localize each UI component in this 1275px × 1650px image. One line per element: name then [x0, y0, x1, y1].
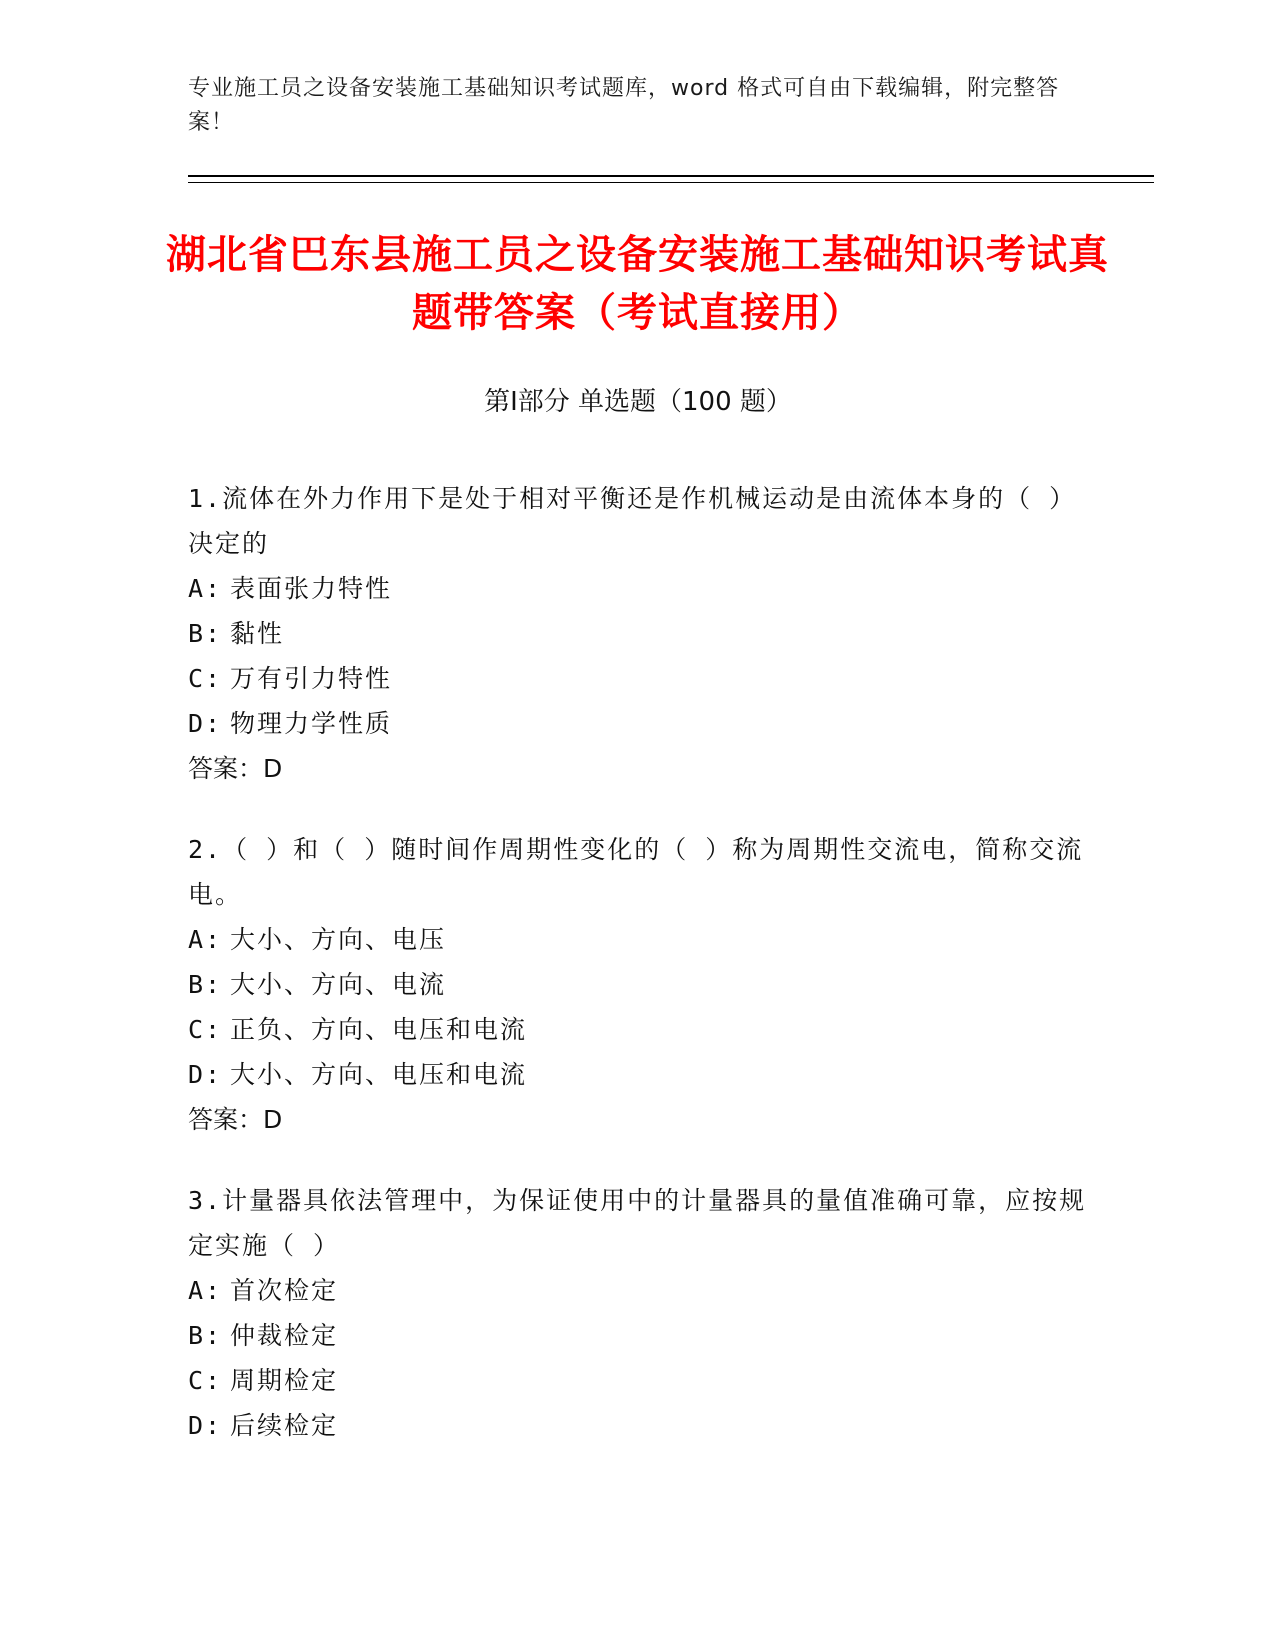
header-note: 专业施工员之设备安装施工基础知识考试题库，word 格式可自由下载编辑，附完整答案！ — [188, 76, 1060, 135]
answer-line: 答案：D — [188, 1105, 283, 1134]
option-letter: A: — [188, 574, 223, 603]
option-letter: D: — [188, 1411, 223, 1440]
option-b — [188, 1313, 1088, 1358]
option-b — [188, 611, 1088, 656]
section-title: 第Ⅰ部分 单选题（100 题） — [484, 387, 792, 417]
option-text: 周期检定 — [230, 1366, 339, 1395]
option-d — [188, 1403, 1088, 1448]
option-text: 仲裁检定 — [230, 1321, 339, 1350]
option-letter: C: — [188, 1366, 223, 1395]
question-1 — [188, 476, 1088, 791]
option-c — [188, 1358, 1088, 1403]
option-text: 黏性 — [230, 619, 285, 648]
option-b — [188, 962, 1088, 1007]
option-a — [188, 566, 1088, 611]
header-divider-thick — [188, 175, 1154, 177]
option-d — [188, 1052, 1088, 1097]
option-letter: D: — [188, 709, 223, 738]
question-3 — [188, 1178, 1088, 1448]
document-title: 湖北省巴东县施工员之设备安装施工基础知识考试真题带答案（考试直接用） — [166, 232, 1109, 336]
option-letter: B: — [188, 1321, 223, 1350]
option-letter: D: — [188, 1060, 223, 1089]
option-text: 后续检定 — [230, 1411, 339, 1440]
option-letter: A: — [188, 1276, 223, 1305]
answer-line: 答案：D — [188, 754, 283, 783]
option-text: 大小、方向、电压和电流 — [230, 1060, 528, 1089]
question-stem: 3.计量器具依法管理中，为保证使用中的计量器具的量值准确可靠，应按规定实施（ ） — [188, 1186, 1087, 1260]
header-divider-thin — [188, 182, 1154, 183]
option-text: 首次检定 — [230, 1276, 339, 1305]
option-letter: C: — [188, 664, 223, 693]
option-text: 物理力学性质 — [230, 709, 393, 738]
option-text: 大小、方向、电流 — [230, 970, 447, 999]
question-list — [188, 476, 1088, 1484]
option-letter: A: — [188, 925, 223, 954]
question-stem: 1.流体在外力作用下是处于相对平衡还是作机械运动是由流体本身的（ ）决定的 — [188, 484, 1077, 558]
question-stem: 2.（ ）和（ ）随时间作周期性变化的（ ）称为周期性交流电，简称交流电。 — [188, 835, 1084, 909]
option-a — [188, 1268, 1088, 1313]
option-text: 表面张力特性 — [230, 574, 393, 603]
option-c — [188, 656, 1088, 701]
option-c — [188, 1007, 1088, 1052]
option-letter: B: — [188, 970, 223, 999]
option-a — [188, 917, 1088, 962]
question-2 — [188, 827, 1088, 1142]
option-text: 万有引力特性 — [230, 664, 393, 693]
option-letter: C: — [188, 1015, 223, 1044]
option-letter: B: — [188, 619, 223, 648]
option-text: 正负、方向、电压和电流 — [230, 1015, 528, 1044]
option-text: 大小、方向、电压 — [230, 925, 447, 954]
option-d — [188, 701, 1088, 746]
